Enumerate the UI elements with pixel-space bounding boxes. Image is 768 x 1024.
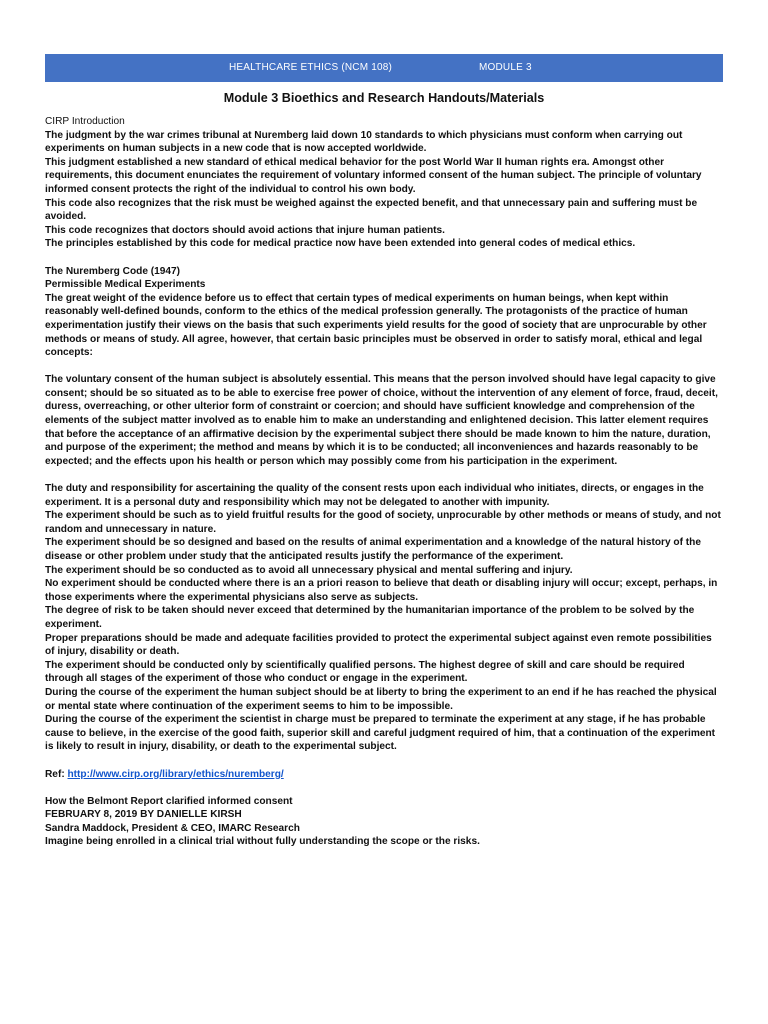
principle-item: No experiment should be conducted where there is an a priori reason to believe that death or disabling injury will occur; except, perhaps, in those experiments where the experimental physicians also serve as subjects. <box>45 578 718 603</box>
belmont-author: Sandra Maddock, President & CEO, IMARC Research <box>45 822 300 834</box>
principle-item: The degree of risk to be taken should never exceed that determined by the humanitarian importance of the problem to be solved by the experiment. <box>45 605 695 630</box>
reference-line <box>45 768 723 782</box>
course-label: HEALTHCARE ETHICS (NCM 108) <box>229 62 393 73</box>
principle-item: The duty and responsibility for ascertaining the quality of the consent rests upon each individual who initiates, directs, or engages in the experiment. It is a personal duty and responsibility which may not be delegated to another with impunity. <box>45 483 704 508</box>
cirp-paragraph: The principles established by this code for medical practice now have been extended into general codes of medical ethics. <box>45 238 636 250</box>
cirp-paragraph: This code also recognizes that the risk must be weighed against the expected benefit, and that unnecessary pain and suffering must be avoided. <box>45 197 698 223</box>
belmont-heading: How the Belmont Report clarified informed consent <box>45 795 293 807</box>
cirp-heading: CIRP Introduction <box>45 116 125 127</box>
cirp-paragraph: The judgment by the war crimes tribunal at Nuremberg laid down 10 standards to which physicians must conform when carrying out experiments on human subjects in a new code that is now accepted worldwide. <box>45 129 683 155</box>
principle-item: Proper preparations should be made and adequate facilities provided to protect the experimental subject against even remote possibilities of injury, disability or death. <box>45 632 712 658</box>
document-body <box>45 115 723 849</box>
document-page <box>45 54 723 849</box>
consent-paragraph: The voluntary consent of the human subject is absolutely essential. This means that the person involved should have legal capacity to give consent; should be so situated as to be able to exercise free power of choice, without the intervention of any element of force, fraud, deceit, duress, overreaching, or other ulterior form of constraint or coercion; and should have sufficient knowledge and comprehension of the elements of the subject matter involved as to enable him to make an understanding and enlightened decision. This latter element requires that before the acceptance of an affirmative decision by the experimental subject there should be made known to him the nature, duration, and purpose of the experiment; the method and means by which it is to be conducted; all inconveniences and hazards reasonably to be expected; and the effects upon his health or person which may possibly come from his participation in the experiment. <box>45 374 718 467</box>
module-label: MODULE 3 <box>479 62 532 73</box>
header-banner <box>45 54 723 82</box>
nuremberg-subheading: Permissible Medical Experiments <box>45 279 206 291</box>
cirp-paragraph: This judgment established a new standard of ethical medical behavior for the post World War II human rights era. Amongst other requirements, this document enunciates the requirement of voluntary informed consent of the human subject. The principle of voluntary informed consent protects the right of the individual to control his own body. <box>45 156 702 195</box>
nuremberg-heading: The Nuremberg Code (1947) <box>45 265 181 277</box>
reference-link[interactable]: http://www.cirp.org/library/ethics/nuremberg/ <box>67 768 284 780</box>
belmont-text: Imagine being enrolled in a clinical trial without fully understanding the scope or the risks. <box>45 836 480 848</box>
principle-item: During the course of the experiment the human subject should be at liberty to bring the experiment to an end if he has reached the physical or mental state where continuation of the experiment seems to him to be impossible. <box>45 686 717 712</box>
principle-item: During the course of the experiment the scientist in charge must be prepared to terminate the experiment at any stage, if he has probable cause to believe, in the exercise of the good faith, superior skill and careful judgment required of him, that a continuation of the experiment is likely to result in injury, disability, or death to the experimental subject. <box>45 714 716 753</box>
cirp-paragraph: This code recognizes that doctors should avoid actions that injure human patients. <box>45 224 445 236</box>
principle-item: The experiment should be conducted only by scientifically qualified persons. The highest degree of skill and care should be required through all stages of the experiment of those who conduct or engage in the experiment. <box>45 659 685 685</box>
belmont-byline: FEBRUARY 8, 2019 BY DANIELLE KIRSH <box>45 809 242 821</box>
document-title: Module 3 Bioethics and Research Handouts/Materials <box>223 91 545 105</box>
principle-item: The experiment should be such as to yield fruitful results for the good of society, unprocurable by other methods or means of study, and not random and unnecessary in nature. <box>45 510 721 535</box>
reference-label: Ref: <box>45 768 68 780</box>
nuremberg-intro: The great weight of the evidence before us to effect that certain types of medical experiments on human beings, when kept within reasonably well-defined bounds, conform to the ethics of the medical profession generally. The protagonists of the practice of human experimentation justify their views on the basis that such experiments yield results for the good of society that are unprocurable by other methods or means of study. All agree, however, that certain basic principles must be observed in order to satisfy moral, ethical and legal concepts: <box>45 292 707 359</box>
principle-item: The experiment should be so designed and based on the results of animal experimentation and a knowledge of the natural history of the disease or other problem under study that the anticipated results justify the performance of the experiment. <box>45 537 701 562</box>
principle-item: The experiment should be so conducted as to avoid all unnecessary physical and mental suffering and injury. <box>45 564 573 576</box>
